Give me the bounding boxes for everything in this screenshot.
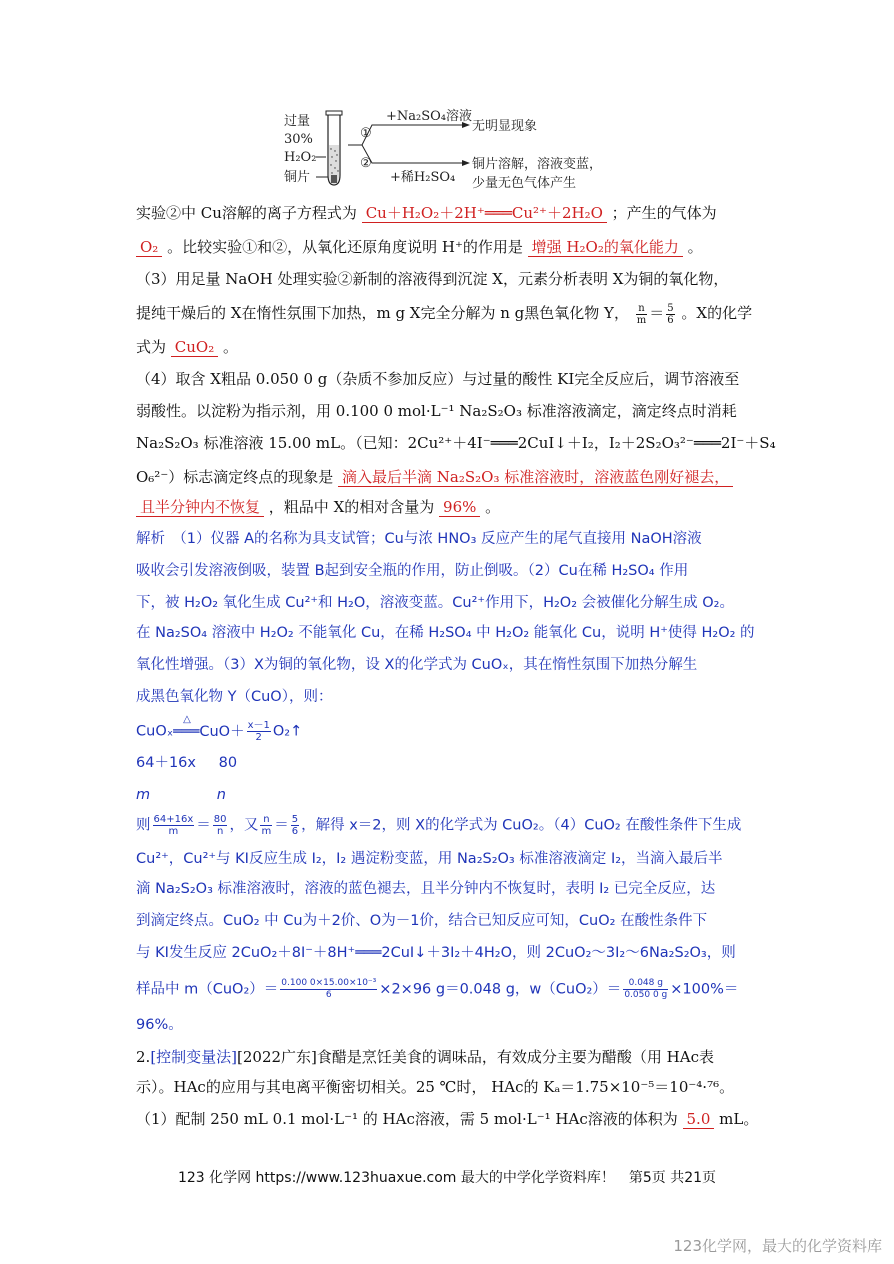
q4-line-1: （4）取含 X粗品 0.050 0 g（杂质不参加反应）与过量的酸性 KI完全反应后，调节溶液至 xyxy=(136,370,740,388)
l7-text-a: 则 xyxy=(136,817,151,834)
l7-frac-3: $\frac{n}{m}$ xyxy=(261,814,272,837)
q2-answer-equation: Cu＋H₂O₂＋2H⁺═══Cu²⁺＋2H₂O xyxy=(362,204,607,223)
q3-text-a: 提纯干燥后的 X在惰性氛围下加热，m g X完全分解为 n g黑色氧化物 Y， xyxy=(136,304,629,322)
watermark: 123化学网，最大的化学资料库 xyxy=(673,1237,882,1255)
test-tube-icon xyxy=(326,111,342,185)
l7-frac-4: $\frac{5}{6}$ xyxy=(291,814,299,837)
q4-line-3: Na₂S₂O₃ 标准溶液 15.00 mL。（已知：2Cu²⁺＋4I⁻═══2CuI↓＋I₂，I₂＋2S₂O₃²⁻═══2I⁻＋S₄ xyxy=(136,434,776,452)
q-next-text-c: mL。 xyxy=(719,1110,759,1128)
eq-oxygen: O₂↑ xyxy=(272,723,303,740)
analysis-line-6: 成黑色氧化物 Y（CuO），则： xyxy=(136,689,333,705)
eq-condition-wrap xyxy=(173,713,245,743)
q4-answer-phenomenon: 滴入最后半滴 Na₂S₂O₃ 标准溶液时，溶液蓝色刚好褪去， xyxy=(338,468,733,487)
q3-line-1: （3）用足量 NaOH 处理实验②新制的溶液得到沉淀 X，元素分析表明 X为铜的氧化物， xyxy=(136,270,729,288)
page-footer: 123 化学网 https://www.123huaxue.com 最大的中学化学资料库！ 第5页 共21页 xyxy=(177,1170,717,1186)
branch2-result-1: 铜片溶解，溶液变蓝， xyxy=(472,157,603,172)
q3-line-3 xyxy=(136,336,238,358)
analysis-line-5: 氧化性增强。（3）X为铜的氧化物，设 X的化学式为 CuOₓ，其在惰性氛围下加热分解生 xyxy=(136,657,698,673)
ratio-n: n xyxy=(216,787,226,803)
l7-eq-2: ＝ xyxy=(274,817,289,834)
q-next-text-a: [2022广东]食醋是烹饪美食的调味品，有效成分主要为醋酸（用 HAc表 xyxy=(237,1048,714,1066)
ratio-mass-x: 64＋16x xyxy=(136,755,196,771)
q3-text-b: 。X的化学 xyxy=(681,304,753,322)
q2-text-c: 。比较实验①和②，从氧化还原角度说明 H⁺的作用是 xyxy=(167,238,523,256)
figure-label-30pct: 30% xyxy=(284,132,313,147)
l12-text-c: ×100%＝ xyxy=(670,981,739,998)
figure-label-copper: 铜片 xyxy=(284,170,311,185)
q4-line-5 xyxy=(136,496,500,518)
ratio-m: m xyxy=(136,787,151,803)
l12-text-b: ×2×96 g＝0.048 g，w（CuO₂）＝ xyxy=(379,981,622,998)
q-next-number: 2. xyxy=(136,1048,151,1066)
q3-line-2 xyxy=(136,302,752,326)
q2-line-2 xyxy=(136,236,703,258)
q3-answer-formula: CuO₂ xyxy=(171,338,218,357)
eq-reactant: CuOₓ xyxy=(136,723,174,740)
analysis-equation xyxy=(136,713,303,743)
analysis-line-7 xyxy=(136,814,741,837)
q2-line-1 xyxy=(136,202,717,224)
branch1-marker: ① xyxy=(360,126,372,141)
analysis-line-13: 96%。 xyxy=(136,1017,183,1033)
q3-text-d: 。 xyxy=(223,338,239,356)
analysis-line-9: 滴 Na₂S₂O₃ 标准溶液时，溶液的蓝色褪去，且半分钟内不恢复时，表明 I₂ 已完全反应，达 xyxy=(136,881,716,897)
analysis-line-10: 到滴定终点。CuO₂ 中 Cu为＋2价、O为－1价，结合已知反应可知，CuO₂ 在酸性条件下 xyxy=(136,913,708,929)
ratio-mass-cuo: 80 xyxy=(218,755,238,771)
l7-eq-1: ＝ xyxy=(196,817,211,834)
q3-fraction-5-6: $\frac{5}{6}$ xyxy=(667,302,674,326)
q4-text-b: ，粗品中 X的相对含量为 xyxy=(268,498,435,516)
branch2-marker: ② xyxy=(360,156,372,171)
analysis-line-8: Cu²⁺，Cu²⁺与 KI反应生成 I₂，I₂ 遇淀粉变蓝，用 Na₂S₂O₃ 标准溶液滴定 I₂，当滴入最后半 xyxy=(136,851,723,867)
l7-text-b: ，又 xyxy=(229,817,259,834)
q-next-category-link[interactable]: [控制变量法] xyxy=(150,1048,238,1066)
q2-text-d: 。 xyxy=(687,238,703,256)
q2-answer-gas: O₂ xyxy=(136,238,162,257)
q2-text-a: 实验②中 Cu溶解的离子方程式为 xyxy=(136,204,357,222)
experiment-figure xyxy=(282,105,622,197)
branch2-reagent: +稀H₂SO₄ xyxy=(390,170,456,185)
l12-text-a: 样品中 m（CuO₂）＝ xyxy=(136,981,279,998)
branch1-result: 无明显现象 xyxy=(472,119,538,134)
l12-frac-2: $\frac{0.048 g}{0.050 0 g}$ xyxy=(624,978,668,1000)
figure-label-h2o2: H₂O₂ xyxy=(284,150,317,165)
eq-heat-symbol: △ xyxy=(183,713,191,725)
q3-fraction-n-m: $\frac{n}{m}$ xyxy=(636,302,647,326)
q4-answer-phenomenon-2: 且半分钟内不恢复 xyxy=(136,498,264,517)
q4-line-2: 弱酸性。以淀粉为指示剂，用 0.100 0 mol·L⁻¹ Na₂S₂O₃ 标准溶液滴定，滴定终点时消耗 xyxy=(136,402,737,420)
q4-answer-content: 96% xyxy=(439,498,480,517)
analysis-line-11: 与 KI发生反应 2CuO₂＋8I⁻＋8H⁺═══2CuI↓＋3I₂＋4H₂O，则 2CuO₂～3I₂～6Na₂S₂O₃，则 xyxy=(136,945,736,961)
l7-text-c: ，解得 x＝2，则 X的化学式为 CuO₂。（4）CuO₂ 在酸性条件下生成 xyxy=(301,817,742,834)
analysis-line-12 xyxy=(136,978,738,1001)
q-next-answer-volume: 5.0 xyxy=(683,1110,715,1129)
l7-frac-1: $\frac{64+16x}{m}$ xyxy=(153,814,194,837)
analysis-line-4: 在 Na₂SO₄ 溶液中 H₂O₂ 不能氧化 Cu，在稀 H₂SO₄ 中 H₂O₂ 能氧化 Cu，说明 H⁺使得 H₂O₂ 的 xyxy=(136,625,755,641)
q-next-text-b: （1）配制 250 mL 0.1 mol·L⁻¹ 的 HAc溶液，需 5 mol·L⁻¹ HAc溶液的体积为 xyxy=(136,1110,678,1128)
figure-label-excess: 过量 xyxy=(284,114,311,129)
q4-text-a: O₆²⁻）标志滴定终点的现象是 xyxy=(136,468,334,486)
eq-products: ═══CuO＋ xyxy=(173,723,245,740)
q3-equals: ＝ xyxy=(649,304,665,322)
branch2-result-2: 少量无色气体产生 xyxy=(472,176,577,191)
analysis-ratio-row-1 xyxy=(136,752,237,774)
l12-frac-1: $\frac{\text{0.100 0×15.00×10⁻³}}{6}$ xyxy=(281,978,377,1000)
q-next-line-2: 示）。HAc的应用与其电离平衡密切相关。25 ℃时， HAc的 Kₐ＝1.75×10⁻⁵＝10⁻⁴·⁷⁶。 xyxy=(136,1078,735,1096)
eq-fraction: $\frac{x-1}{2}$ xyxy=(247,720,270,743)
q2-answer-role: 增强 H₂O₂的氧化能力 xyxy=(528,238,683,257)
l7-frac-2: $\frac{80}{n}$ xyxy=(213,814,227,837)
analysis-line-2: 吸收会引发溶液倒吸，装置 B起到安全瓶的作用，防止倒吸。（2）Cu在稀 H₂SO₄ 作用 xyxy=(136,563,689,579)
q4-text-c: 。 xyxy=(485,498,501,516)
q-next-line-3 xyxy=(136,1108,758,1130)
q-next-line-1 xyxy=(136,1046,714,1068)
q4-line-4 xyxy=(136,466,733,488)
analysis-line-1: 解析 （1）仪器 A的名称为具支试管；Cu与浓 HNO₃ 反应产生的尾气直接用 NaOH溶液 xyxy=(136,531,702,547)
q3-text-c: 式为 xyxy=(136,338,167,356)
branch1-reagent: +Na₂SO₄溶液 xyxy=(386,109,473,124)
q2-text-b: ；产生的气体为 xyxy=(611,204,717,222)
analysis-line-3: 下，被 H₂O₂ 氧化生成 Cu²⁺和 H₂O，溶液变蓝。Cu²⁺作用下，H₂O₂ 会被催化分解生成 O₂。 xyxy=(136,595,734,611)
analysis-ratio-row-2 xyxy=(136,784,226,806)
